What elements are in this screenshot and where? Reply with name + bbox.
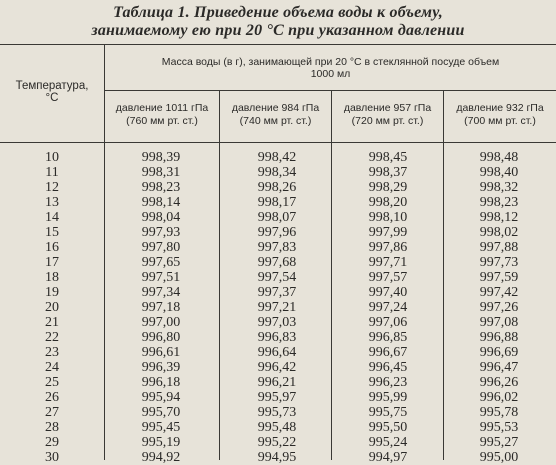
- mass-cell: 997,03: [257, 315, 297, 330]
- pressure-column-header-1: [105, 102, 219, 128]
- mass-cell: 998,34: [257, 165, 297, 180]
- mass-cell: 995,19: [141, 435, 181, 450]
- mass-cell: 998,42: [257, 150, 297, 165]
- caption-line-1: Таблица 1. Приведение объема воды к объему,: [113, 4, 443, 21]
- mass-cell: 997,93: [141, 225, 181, 240]
- mass-cell: 997,54: [257, 270, 297, 285]
- mass-cell: 996,80: [141, 330, 181, 345]
- mass-cell: 996,26: [479, 375, 519, 390]
- table-row: [0, 270, 556, 285]
- mass-cell: 998,29: [368, 180, 408, 195]
- mass-cell: 995,53: [479, 420, 519, 435]
- mass-header-rule: [104, 90, 556, 91]
- mass-cell: 998,04: [141, 210, 181, 225]
- pressure-header-1-line-1: давление 1011 гПа: [115, 102, 209, 114]
- temperature-cell: 21: [45, 315, 59, 330]
- temperature-cell: 14: [45, 210, 59, 225]
- mass-cell: 997,42: [479, 285, 519, 300]
- temperature-cell: 10: [45, 150, 59, 165]
- temperature-cell: 28: [45, 420, 59, 435]
- mass-cell: 998,26: [257, 180, 297, 195]
- mass-cell: 996,61: [141, 345, 181, 360]
- table-row: [0, 345, 556, 360]
- mass-cell: 997,26: [479, 300, 519, 315]
- pressure-header-3-line-1: давление 957 гПа: [343, 102, 432, 114]
- table-row: [0, 225, 556, 240]
- temperature-cell: 23: [45, 345, 59, 360]
- mass-cell: 998,45: [368, 150, 408, 165]
- mass-cell: 996,83: [257, 330, 297, 345]
- mass-cell: 996,85: [368, 330, 408, 345]
- table-row: [0, 285, 556, 300]
- temperature-header-line-1: Температура,: [15, 80, 89, 92]
- mass-cell: 996,88: [479, 330, 519, 345]
- mass-cell: 998,48: [479, 150, 519, 165]
- caption-line-2: занимаемому ею при 20 °С при указанном давлении: [91, 22, 465, 39]
- table-row: [0, 435, 556, 450]
- mass-cell: 997,73: [479, 255, 519, 270]
- mass-cell: 996,02: [479, 390, 519, 405]
- mass-cell: 998,10: [368, 210, 408, 225]
- mass-cell: 998,12: [479, 210, 519, 225]
- table-row: [0, 420, 556, 435]
- mass-cell: 998,32: [479, 180, 519, 195]
- temperature-cell: 26: [45, 390, 59, 405]
- table-row: [0, 210, 556, 225]
- header-bottom-rule: [0, 142, 556, 143]
- table-caption: [0, 4, 556, 40]
- mass-cell: 996,39: [141, 360, 181, 375]
- temperature-cell: 13: [45, 195, 59, 210]
- table-row: [0, 450, 556, 465]
- mass-cell: 997,88: [479, 240, 519, 255]
- mass-cell: 994,95: [257, 450, 297, 465]
- mass-cell: 997,08: [479, 315, 519, 330]
- table-row: [0, 180, 556, 195]
- mass-cell: 997,37: [257, 285, 297, 300]
- mass-header: [105, 56, 556, 80]
- table-row: [0, 405, 556, 420]
- mass-cell: 996,45: [368, 360, 408, 375]
- mass-cell: 998,20: [368, 195, 408, 210]
- mass-cell: 996,23: [368, 375, 408, 390]
- mass-cell: 995,75: [368, 405, 408, 420]
- mass-cell: 998,39: [141, 150, 181, 165]
- pressure-column-header-3: [332, 102, 443, 128]
- pressure-column-header-4: [444, 102, 556, 128]
- mass-cell: 995,73: [257, 405, 297, 420]
- pressure-header-4-line-1: давление 932 гПа: [456, 102, 544, 114]
- temperature-cell: 24: [45, 360, 59, 375]
- mass-cell: 995,70: [141, 405, 181, 420]
- mass-header-line-2: 1000 мл: [310, 68, 351, 80]
- pressure-header-3-line-2: (720 мм рт. ст.): [351, 115, 424, 127]
- temperature-cell: 20: [45, 300, 59, 315]
- mass-cell: 995,50: [368, 420, 408, 435]
- table-row: [0, 165, 556, 180]
- mass-cell: 996,67: [368, 345, 408, 360]
- temperature-cell: 27: [45, 405, 59, 420]
- pressure-header-2-line-2: (740 мм рт. ст.): [239, 115, 312, 127]
- mass-cell: 995,22: [257, 435, 297, 450]
- temperature-header-line-2: °С: [45, 92, 59, 104]
- mass-cell: 998,02: [479, 225, 519, 240]
- temperature-cell: 29: [45, 435, 59, 450]
- temperature-cell: 22: [45, 330, 59, 345]
- mass-cell: 995,27: [479, 435, 519, 450]
- table-row: [0, 150, 556, 165]
- mass-cell: 997,86: [368, 240, 408, 255]
- temperature-cell: 18: [45, 270, 59, 285]
- mass-cell: 997,59: [479, 270, 519, 285]
- mass-cell: 997,18: [141, 300, 181, 315]
- mass-cell: 995,97: [257, 390, 297, 405]
- mass-cell: 997,65: [141, 255, 181, 270]
- pressure-header-2-line-1: давление 984 гПа: [231, 102, 320, 114]
- mass-cell: 997,57: [368, 270, 408, 285]
- mass-cell: 997,96: [257, 225, 297, 240]
- table-row: [0, 315, 556, 330]
- temperature-cell: 17: [45, 255, 59, 270]
- mass-cell: 996,42: [257, 360, 297, 375]
- mass-cell: 997,24: [368, 300, 408, 315]
- mass-cell: 998,23: [479, 195, 519, 210]
- mass-cell: 998,23: [141, 180, 181, 195]
- temperature-cell: 15: [45, 225, 59, 240]
- temperature-header: [0, 80, 104, 104]
- pressure-header-1-line-2: (760 мм рт. ст.): [126, 115, 198, 127]
- temperature-cell: 30: [45, 450, 59, 465]
- table-row: [0, 360, 556, 375]
- temperature-cell: 11: [45, 165, 59, 180]
- mass-cell: 995,99: [368, 390, 408, 405]
- mass-cell: 998,40: [479, 165, 519, 180]
- temperature-cell: 19: [45, 285, 59, 300]
- mass-cell: 997,83: [257, 240, 297, 255]
- mass-cell: 996,21: [257, 375, 297, 390]
- mass-cell: 997,68: [257, 255, 297, 270]
- mass-cell: 994,97: [368, 450, 408, 465]
- mass-cell: 997,99: [368, 225, 408, 240]
- mass-cell: 997,21: [257, 300, 297, 315]
- temperature-cell: 25: [45, 375, 59, 390]
- table-row: [0, 390, 556, 405]
- mass-cell: 995,24: [368, 435, 408, 450]
- mass-cell: 995,48: [257, 420, 297, 435]
- mass-cell: 996,64: [257, 345, 297, 360]
- mass-cell: 997,80: [141, 240, 181, 255]
- temperature-cell: 12: [45, 180, 59, 195]
- table-row: [0, 240, 556, 255]
- mass-cell: 998,14: [141, 195, 181, 210]
- mass-cell: 996,47: [479, 360, 519, 375]
- table-row: [0, 255, 556, 270]
- mass-cell: 995,00: [479, 450, 519, 465]
- mass-cell: 998,31: [141, 165, 181, 180]
- pressure-column-header-2: [220, 102, 331, 128]
- pressure-header-4-line-2: (700 мм рт. ст.): [464, 115, 536, 127]
- mass-cell: 997,00: [141, 315, 181, 330]
- mass-cell: 998,07: [257, 210, 297, 225]
- table-top-rule: [0, 44, 556, 45]
- table-row: [0, 330, 556, 345]
- mass-cell: 996,18: [141, 375, 181, 390]
- mass-cell: 997,40: [368, 285, 408, 300]
- table-row: [0, 300, 556, 315]
- mass-cell: 995,94: [141, 390, 181, 405]
- mass-cell: 994,92: [141, 450, 181, 465]
- mass-cell: 997,71: [368, 255, 408, 270]
- temperature-cell: 16: [45, 240, 59, 255]
- table-row: [0, 195, 556, 210]
- mass-cell: 995,78: [479, 405, 519, 420]
- mass-cell: 996,69: [479, 345, 519, 360]
- mass-cell: 997,51: [141, 270, 181, 285]
- table-body: [0, 150, 556, 465]
- mass-cell: 997,34: [141, 285, 181, 300]
- table-row: [0, 375, 556, 390]
- mass-cell: 997,06: [368, 315, 408, 330]
- mass-cell: 998,37: [368, 165, 408, 180]
- mass-cell: 995,45: [141, 420, 181, 435]
- mass-cell: 998,17: [257, 195, 297, 210]
- mass-header-line-1: Масса воды (в г), занимающей при 20 °С в стеклянной посуде объем: [161, 56, 500, 68]
